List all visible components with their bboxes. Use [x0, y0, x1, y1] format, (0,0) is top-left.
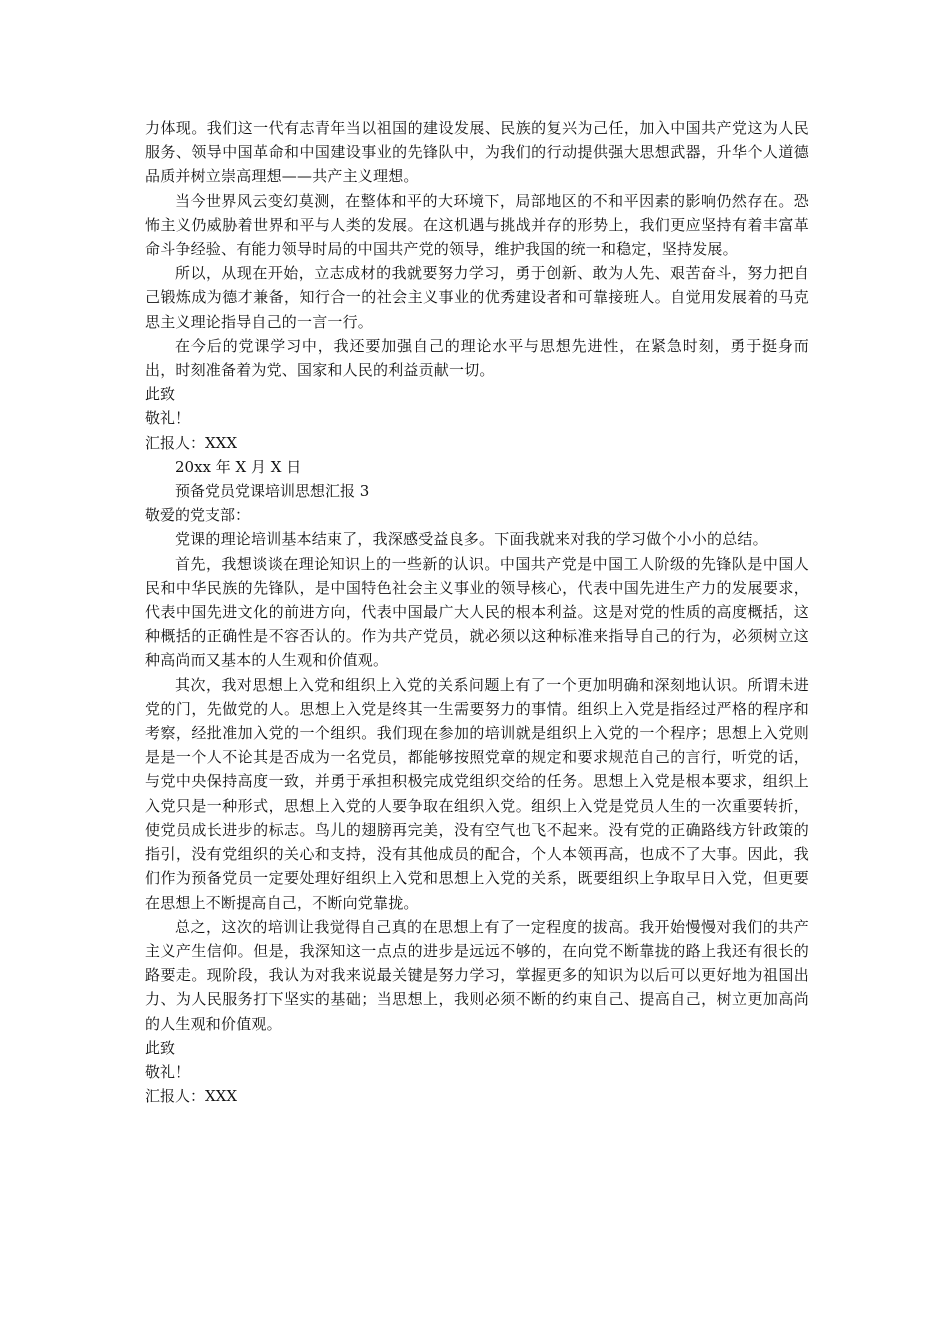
paragraph: 在今后的党课学习中，我还要加强自己的理论水平与思想先进性，在紧急时刻，勇于挺身而出，时刻准备着为党、国家和人民的利益贡献一切。: [145, 336, 809, 380]
closing-salute: 敬礼！: [145, 1062, 191, 1081]
paragraph: 党课的理论培训基本结束了，我深感受益良多。下面我就来对我的学习做个小小的总结。: [175, 530, 768, 549]
report-title: 预备党员党课培训思想汇报 3: [175, 482, 370, 501]
reporter-line: 汇报人：XXX: [145, 1087, 238, 1106]
paragraph: 总之，这次的培训让我觉得自己真的在思想上有了一定程度的拔高。我开始慢慢对我们的共产主义产生信仰。但是，我深知这一点点的进步是远远不够的，在向党不断靠拢的路上我还有很长的路要走。现阶段，我认为对我来说最关键是努力学习，掌握更多的知识为以后可以更好地为祖国出力、为人民服务打下坚实的基础；当思想上，我则必须不断的约束自己、提高自己，树立更加高尚的人生观和价值观。: [145, 917, 809, 1033]
closing-line: 此致: [145, 1038, 176, 1057]
closing-line: 此致: [145, 385, 176, 404]
paragraph-continuation: 力体现。我们这一代有志青年当以祖国的建设发展、民族的复兴为己任，加入中国共产党这为人民服务、领导中国革命和中国建设事业的先锋队中，为我们的行动提供强大思想武器，升华个人道德品质并树立崇高理想——共产主义理想。: [145, 119, 809, 186]
closing-salute: 敬礼！: [145, 409, 191, 428]
paragraph: 所以，从现在开始，立志成材的我就要努力学习，勇于创新、敢为人先、艰苦奋斗，努力把自己锻炼成为德才兼备，知行合一的社会主义事业的优秀建设者和可靠接班人。自觉用发展着的马克思主义理论指导自己的一言一行。: [145, 264, 809, 331]
paragraph: 当今世界风云变幻莫测，在整体和平的大环境下，局部地区的不和平因素的影响仍然存在。恐怖主义仍威胁着世界和平与人类的发展。在这机遇与挑战并存的形势上，我们更应坚持有着丰富革命斗争经验、有能力领导时局的中国共产党的领导，维护我国的统一和稳定，坚持发展。: [145, 191, 809, 259]
salutation: 敬爱的党支部：: [145, 506, 251, 525]
reporter-line: 汇报人：XXX: [145, 433, 238, 452]
paragraph: 首先，我想谈谈在理论知识上的一些新的认识。中国共产党是中国工人阶级的先锋队是中国人民和中华民族的先锋队，是中国特色社会主义事业的领导核心，代表中国先进生产力的发展要求，代表中国先进文化的前进方向，代表中国最广大人民的根本利益。这是对党的性质的高度概括，这种概括的正确性是不容否认的。作为共产党员，就必须以这种标准来指导自己的行为，必须树立这种高尚而又基本的人生观和价值观。: [145, 554, 809, 670]
paragraph: 其次，我对思想上入党和组织上入党的关系问题上有了一个更加明确和深刻地认识。所谓未进党的门，先做党的人。思想上入党是终其一生需要努力的事情。组织上入党是指经过严格的程序和考察，经批准加入党的一个组织。我们现在参加的培训就是组织上入党的一个程序；思想上入党则是是一个人不论其是否成为一名党员，都能够按照党章的规定和要求规范自己的言行，听党的话，与党中央保持高度一致，并勇于承担积极完成党组织交给的任务。思想上入党是根本要求，组织上入党只是一种形式，思想上入党的人要争取在组织入党。组织上入党是党员人生的一次重要转折，使党员成长进步的标志。鸟儿的翅膀再完美，没有空气也飞不起来。没有党的正确路线方针政策的指引，没有党组织的关心和支持，没有其他成员的配合，个人本领再高，也成不了大事。因此，我们作为预备党员一定要处理好组织上入党和思想上入党的关系，既要组织上争取早日入党，但更要在思想上不断提高自己，不断向党靠拢。: [145, 675, 809, 912]
document-page: [145, 116, 809, 1108]
date-line: 20xx 年 X 月 X 日: [175, 457, 302, 476]
